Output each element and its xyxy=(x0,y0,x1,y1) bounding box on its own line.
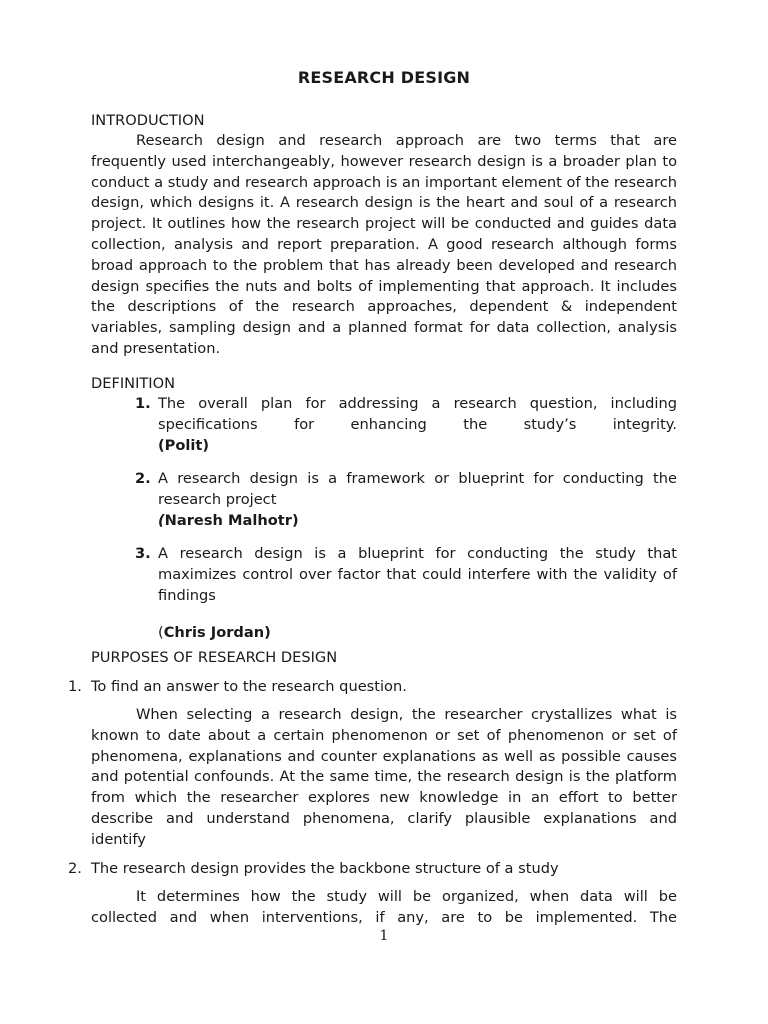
definition-text-line1: The overall plan for addressing a research question, including xyxy=(158,395,677,412)
introduction-paragraph: Research design and research approach are two terms that are frequently used interchangeably, however research design is a broader plan to conduct a study and research approach is an important element of the research design, which designs it. A research design is the heart and soul of a research project. It outlines how the research project will be conducted and guides data collection, analysis and report preparation. A good research although forms broad approach to the problem that has already been developed and research design specifies the nuts and bolts of implementing that approach. It includes the descriptions of the research approaches, dependent & independent variables, sampling design and a planned format for data collection, analysis and presentation. xyxy=(91,132,677,357)
purpose-number: 1. xyxy=(68,678,82,695)
citation-open-paren: ( xyxy=(158,624,164,642)
definition-citation xyxy=(158,511,677,532)
citation-name: Chris Jordan) xyxy=(163,624,271,642)
purpose-2-paragraph: It determines how the study will be organized, when data will be collected and when interventions, if any, are to be implemented. The xyxy=(91,888,677,926)
definition-text-line2: specifications for enhancing the study’s integrity. xyxy=(158,415,677,433)
definition-citation xyxy=(158,623,677,644)
definition-heading: DEFINITION xyxy=(91,375,175,392)
document-title: RESEARCH DESIGN xyxy=(297,68,471,87)
page-number: 1 xyxy=(379,928,389,944)
purpose-text: The research design provides the backbone structure of a study xyxy=(91,860,559,877)
citation-open-paren: ( xyxy=(158,511,165,529)
definition-number: 2. xyxy=(135,470,151,487)
definition-citation: (Polit) xyxy=(158,436,210,454)
purpose-number: 2. xyxy=(68,860,82,877)
definition-item-3 xyxy=(135,544,677,644)
purpose-item-2 xyxy=(68,858,677,879)
definition-number: 1. xyxy=(135,395,151,412)
purposes-heading: PURPOSES OF RESEARCH DESIGN xyxy=(91,649,338,666)
introduction-heading: INTRODUCTION xyxy=(91,112,205,129)
purpose-1-paragraph: When selecting a research design, the researcher crystallizes what is known to date about a certain phenomenon or set of phenomenon or set of phenomena, explanations and counter explanations as well as possible causes and potential confounds. At the same time, the research design is the platform from which the researcher explores new knowledge in an effort to better describe and understand phenomena, clarify plausible explanations and identify xyxy=(91,706,677,848)
definition-item-1 xyxy=(135,394,677,456)
purpose-text: To find an answer to the research question. xyxy=(91,678,407,695)
citation-name: Naresh Malhotr) xyxy=(164,511,299,529)
purpose-item-1 xyxy=(68,676,677,697)
definition-text: A research design is a framework or blueprint for conducting the research project xyxy=(158,470,677,508)
definition-item-2 xyxy=(135,469,677,531)
definition-number: 3. xyxy=(135,545,151,562)
definition-text: A research design is a blueprint for conducting the study that maximizes control over factor that could interfere with the validity of findings xyxy=(158,545,677,604)
